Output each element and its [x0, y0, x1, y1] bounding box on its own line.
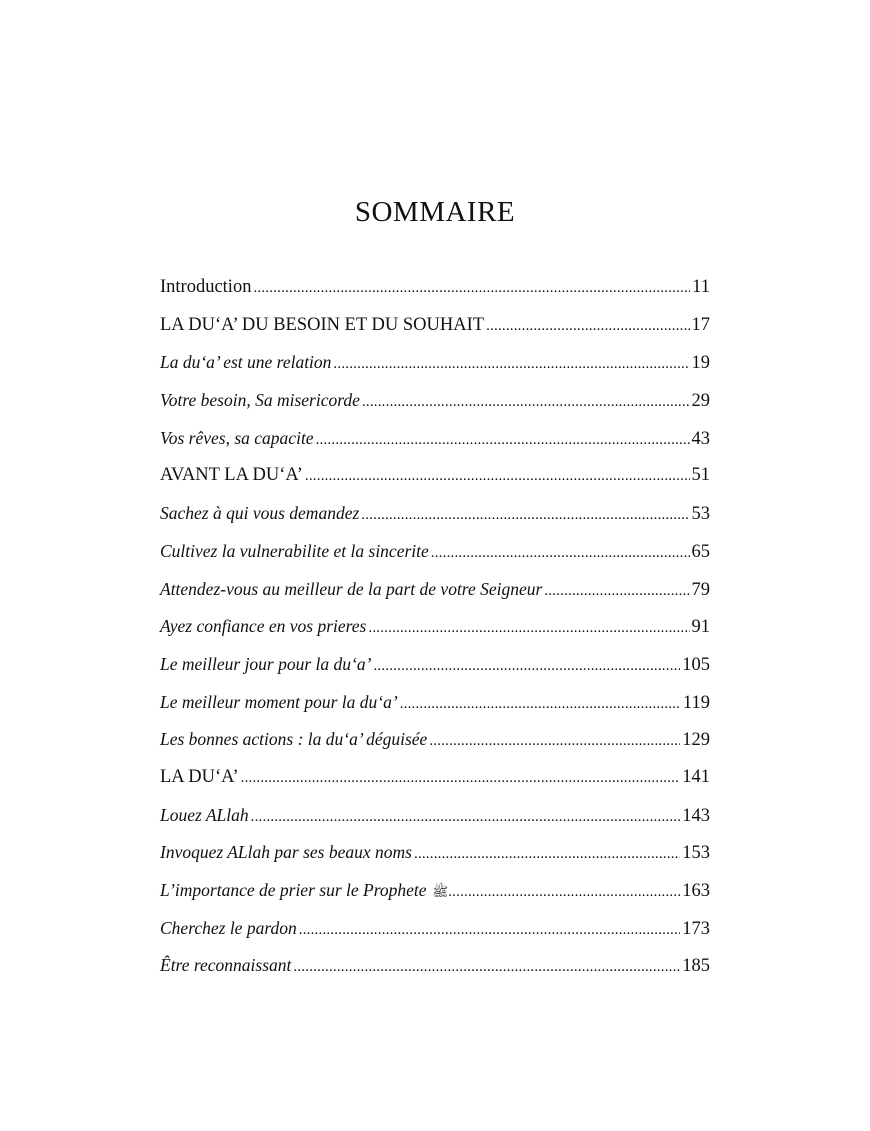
toc-entry-title: LA DU‘A’ — [160, 766, 239, 787]
salawat-icon: ﷺ — [432, 884, 449, 899]
dot-leader — [241, 770, 681, 787]
dot-leader — [544, 583, 689, 600]
dot-leader — [400, 696, 681, 713]
toc-entry-title: AVANT LA DU‘A’ — [160, 465, 303, 486]
toc-entry-title: La du‘a’ est une relation — [160, 352, 332, 373]
dot-leader — [373, 658, 680, 675]
toc-page-number: 19 — [691, 353, 710, 374]
toc-entry — [160, 277, 710, 315]
toc-entry-title: Introduction — [160, 277, 252, 297]
toc-entry — [160, 579, 710, 617]
toc-entry-title: Sachez à qui vous demandez — [160, 503, 360, 524]
page-title: SOMMAIRE — [354, 196, 516, 228]
toc-entry — [160, 842, 710, 880]
toc-page-number: 163 — [682, 881, 710, 901]
toc-entry — [160, 767, 710, 805]
toc-entry-title: Votre besoin, Sa misericorde — [160, 390, 360, 411]
toc-entry-title: Louez ALlah — [160, 804, 249, 825]
toc-entry-title: Vos rêves, sa capacite — [160, 427, 314, 448]
toc-page-number: 53 — [691, 504, 710, 525]
dot-leader — [305, 468, 690, 485]
toc-page-number: 129 — [682, 730, 710, 751]
toc-page-number: 51 — [691, 465, 710, 486]
toc-entry — [160, 692, 710, 730]
toc-page-number: 11 — [692, 277, 710, 297]
dot-leader — [299, 922, 681, 939]
dot-leader — [414, 846, 680, 863]
dot-leader — [429, 733, 680, 750]
dot-leader — [431, 545, 690, 562]
toc-entry-title: Les bonnes actions : la du‘a’ déguisée — [160, 729, 428, 750]
dot-leader — [293, 959, 680, 976]
toc-entry-title: Invoquez ALlah par ses beaux noms — [160, 842, 412, 863]
toc-entry — [160, 352, 710, 390]
toc-entry — [160, 390, 710, 428]
toc-page-number: 173 — [682, 918, 710, 939]
toc-entry — [160, 465, 710, 503]
toc-entry — [160, 805, 710, 843]
toc-page-number: 153 — [682, 843, 710, 864]
toc-entry-title: Cultivez la vulnerabilite et la sincerite — [160, 540, 429, 561]
toc-page-number: 119 — [682, 692, 710, 713]
toc-entry-title: Le meilleur jour pour la du‘a’ — [160, 653, 372, 674]
table-of-contents — [160, 277, 710, 993]
toc-entry — [160, 315, 710, 353]
toc-entry-title: Cherchez le pardon — [160, 917, 297, 938]
toc-entry — [160, 541, 710, 579]
toc-page-number: 43 — [691, 428, 710, 449]
toc-entry — [160, 503, 710, 541]
toc-entry — [160, 880, 710, 918]
toc-entry-title: Attendez-vous au meilleur de la part de votre Seigneur — [160, 578, 543, 599]
toc-entry — [160, 428, 710, 466]
toc-entry — [160, 616, 710, 654]
toc-entry-title: Être reconnaissant — [160, 955, 292, 976]
toc-entry — [160, 918, 710, 956]
dot-leader — [362, 394, 690, 411]
dot-leader — [316, 432, 690, 449]
toc-page-number: 141 — [682, 766, 710, 787]
toc-page-number: 79 — [691, 579, 710, 600]
toc-page-number: 91 — [691, 617, 710, 638]
toc-entry-title: Ayez confiance en vos prieres — [160, 616, 367, 637]
toc-entry — [160, 654, 710, 692]
toc-page-number: 65 — [691, 541, 710, 562]
dot-leader — [253, 280, 690, 297]
dot-leader — [448, 884, 680, 901]
toc-entry-title: L’importance de prier sur le Prophete — [160, 880, 427, 900]
toc-entry — [160, 729, 710, 767]
dot-leader — [361, 507, 689, 524]
toc-entry — [160, 955, 710, 993]
dot-leader — [333, 356, 689, 373]
toc-page-number: 185 — [682, 956, 710, 977]
dot-leader — [251, 809, 681, 826]
dot-leader — [486, 318, 689, 335]
toc-page-number: 105 — [682, 654, 710, 675]
toc-entry-title: Le meilleur moment pour la du‘a’ — [160, 691, 398, 712]
toc-entry-title: LA DU‘A’ DU BESOIN ET DU SOUHAIT — [160, 314, 485, 335]
toc-page-number: 29 — [691, 391, 710, 412]
toc-page-number: 143 — [682, 805, 710, 826]
toc-page-number: 17 — [691, 314, 710, 335]
dot-leader — [368, 620, 689, 637]
